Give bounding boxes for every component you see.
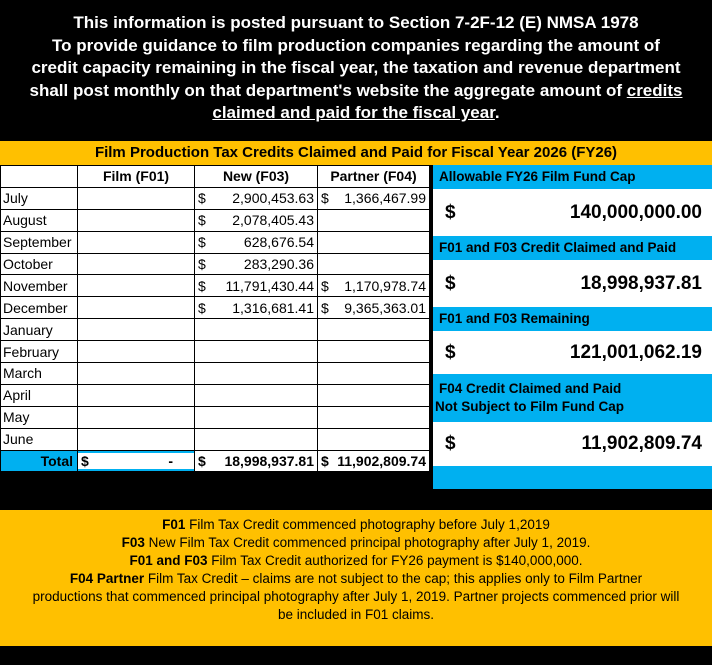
table-row (1, 297, 430, 319)
claimed-value: 18,998,937.81 (580, 272, 702, 294)
month-cell: May (1, 406, 78, 428)
month-cell: February (1, 341, 78, 363)
remaining-value-box (433, 331, 712, 374)
f03-cell-value: 2,078,405.43 (232, 212, 314, 229)
month-cell: March (1, 363, 78, 385)
cap-value-box (433, 189, 712, 236)
credits-link[interactable]: credits (626, 80, 683, 100)
footnote-f01-text: Film Tax Credit commenced photography before July 1,2019 (185, 517, 550, 532)
f03-cell-sym: $ (198, 277, 206, 294)
f04-value: 11,902,809.74 (581, 433, 702, 454)
f03-cell (195, 341, 318, 363)
footnote-f03-text: New Film Tax Credit commenced principal photography after July 1, 2019. (144, 535, 591, 550)
f03-cell (195, 406, 318, 428)
table-row (1, 253, 430, 275)
table-row (1, 231, 430, 253)
header-line-1: This information is posted pursuant to Section 7-2F-12 (E) NMSA 1978 (73, 13, 639, 32)
header-line-5 (0, 102, 712, 125)
f01-header: Film (F01) (78, 166, 195, 188)
f04-cell (318, 406, 430, 428)
f04-cell (318, 275, 430, 297)
f04-label-line-2: Not Subject to Film Fund Cap (435, 399, 624, 414)
f04-label (433, 374, 712, 422)
report-title: Film Production Tax Credits Claimed and Paid for Fiscal Year 2026 (FY26) (0, 141, 712, 165)
month-cell: October (1, 253, 78, 275)
header-line-4 (0, 80, 712, 103)
f03-cell-sym: $ (198, 212, 206, 229)
month-header (1, 166, 78, 188)
total-f03-cell (195, 450, 318, 472)
claimed-paid-link[interactable]: claimed and paid for the fiscal year (212, 103, 495, 122)
table-row (1, 341, 430, 363)
header-line-4-text: shall post monthly on that department's website the aggregate amount of (29, 80, 627, 100)
table-row (1, 319, 430, 341)
footnote-f01-f03-text: Film Tax Credit authorized for FY26 payment is $140,000,000. (207, 553, 583, 568)
month-cell: November (1, 275, 78, 297)
f03-cell-value: 1,316,681.41 (232, 299, 314, 316)
f03-cell (195, 319, 318, 341)
total-f03-cell-value: 18,998,937.81 (224, 453, 314, 470)
total-f04-cell (318, 450, 430, 472)
total-f04-cell-value: 11,902,809.74 (337, 453, 426, 470)
table-row (1, 428, 430, 450)
footnote-f03 (0, 534, 712, 552)
f03-cell-value: 283,290.36 (243, 256, 314, 272)
f03-cell-sym: $ (198, 256, 206, 272)
footnote-f03-code: F03 (121, 535, 145, 550)
f01-cell (78, 275, 195, 297)
f04-header: Partner (F04) (318, 166, 430, 188)
f04-dollar-sign: $ (445, 433, 456, 454)
f01-cell (78, 428, 195, 450)
f01-cell (78, 297, 195, 319)
footnote-f04-text: Film Tax Credit – claims are not subject to the cap; this applies only to Film Partner (144, 571, 643, 586)
notice-header (0, 0, 712, 136)
f04-label-line-1: F04 Credit Claimed and Paid (439, 381, 622, 396)
table-row (1, 209, 430, 231)
f03-cell-value: 628,676.54 (243, 234, 314, 251)
total-f01-cell (78, 450, 195, 472)
f03-cell (195, 187, 318, 209)
f01-cell (78, 253, 195, 275)
month-cell: January (1, 319, 78, 341)
month-cell: July (1, 187, 78, 209)
footnote-f01-code: F01 (162, 517, 186, 532)
f04-cell-sym: $ (321, 190, 329, 207)
f01-cell (78, 319, 195, 341)
f03-cell-sym: $ (198, 234, 206, 251)
footnote-f04-line-2: productions that commenced principal photography after July 1, 2019. Partner projects commenced prior will (32, 589, 680, 604)
month-cell: August (1, 209, 78, 231)
cap-value: 140,000,000.00 (569, 201, 702, 223)
f03-cell (195, 253, 318, 275)
table-row (1, 275, 430, 297)
f04-cell (318, 319, 430, 341)
f04-cell-value: 1,170,978.74 (344, 277, 426, 294)
footnote-f01 (0, 516, 712, 534)
header-line-2: To provide guidance to film production companies regarding the amount of (52, 35, 660, 55)
total-row (1, 450, 430, 472)
f03-cell (195, 297, 318, 319)
month-cell: December (1, 297, 78, 319)
credits-table (0, 165, 430, 472)
table-row (1, 406, 430, 428)
f01-cell (78, 187, 195, 209)
claimed-value-box (433, 260, 712, 307)
table-row (1, 384, 430, 406)
header-line-3: credit capacity remaining in the fiscal year, the taxation and revenue department (31, 58, 681, 77)
f04-cell-value: 9,365,363.01 (344, 299, 426, 316)
f03-cell-sym: $ (198, 299, 206, 316)
total-f04-cell-sym: $ (321, 453, 329, 470)
f03-cell-value: 11,791,430.44 (225, 277, 314, 294)
table-row (1, 363, 430, 385)
remaining-value: 121,001,062.19 (569, 341, 702, 363)
f04-cell-sym: $ (321, 277, 329, 294)
cap-dollar-sign: $ (445, 201, 456, 223)
f03-cell (195, 428, 318, 450)
f01-cell (78, 209, 195, 231)
remaining-label: F01 and F03 Remaining (433, 307, 712, 331)
f03-cell-value: 2,900,453.63 (232, 190, 314, 207)
total-f01-sym: $ (81, 453, 89, 470)
f04-cell (318, 187, 430, 209)
header-line-5-suffix: . (494, 103, 500, 122)
table-row (1, 187, 430, 209)
f01-cell (78, 341, 195, 363)
f01-cell (78, 406, 195, 428)
f04-cell (318, 297, 430, 319)
f04-cell (318, 341, 430, 363)
f03-cell (195, 275, 318, 297)
cap-label: Allowable FY26 Film Fund Cap (433, 165, 712, 189)
total-label: Total (1, 450, 78, 472)
f03-cell (195, 363, 318, 385)
f03-cell-sym: $ (198, 190, 206, 207)
total-f03-cell-sym: $ (198, 453, 206, 470)
f03-cell (195, 209, 318, 231)
footnotes (0, 510, 712, 646)
f04-cell (318, 384, 430, 406)
f04-cell-sym: $ (321, 299, 329, 316)
f04-cell (318, 209, 430, 231)
f01-cell (78, 363, 195, 385)
footnote-f01-f03-code: F01 and F03 (129, 553, 208, 568)
month-cell: June (1, 428, 78, 450)
footnote-f04 (0, 570, 712, 588)
month-cell: April (1, 384, 78, 406)
f01-cell (78, 384, 195, 406)
f04-cell (318, 253, 430, 275)
total-f01-value: - (168, 453, 173, 470)
table-header-row (1, 166, 430, 188)
claimed-label: F01 and F03 Credit Claimed and Paid (433, 236, 712, 260)
month-cell: September (1, 231, 78, 253)
f03-header: New (F03) (195, 166, 318, 188)
f04-cell (318, 363, 430, 385)
f03-cell (195, 231, 318, 253)
remaining-dollar-sign: $ (445, 341, 456, 363)
f04-cell (318, 428, 430, 450)
f04-cell-value: 1,366,467.99 (344, 190, 426, 207)
footnote-f01-f03 (0, 552, 712, 570)
f04-value-box (433, 422, 712, 466)
claimed-dollar-sign: $ (445, 272, 456, 294)
footnote-f04-code: F04 Partner (69, 571, 145, 586)
summary-bottom-bar (433, 466, 712, 489)
footnote-f04-line-3: be included in F01 claims. (277, 607, 435, 622)
f03-cell (195, 384, 318, 406)
f04-cell (318, 231, 430, 253)
f01-cell (78, 231, 195, 253)
